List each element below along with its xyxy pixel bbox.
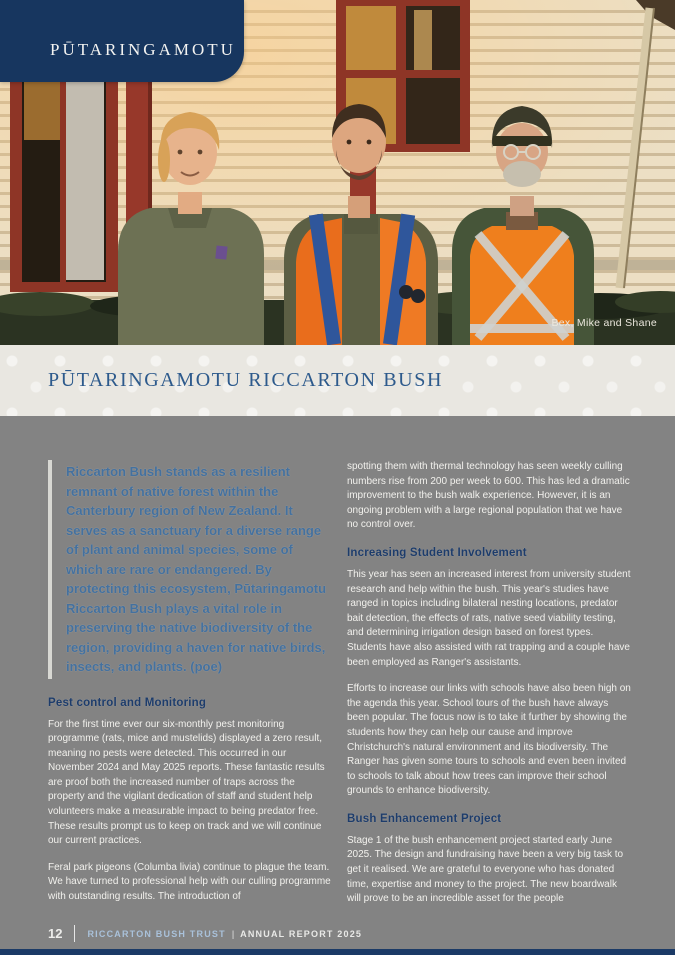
paragraph: Feral park pigeons (Columba livia) continue to plague the team. We have turned to professional help with our culling programme with outstanding results. The introduction of [48,861,331,903]
section-heading-student-involvement: Increasing Student Involvement [347,546,527,559]
footer-separator: | [231,928,235,939]
paragraph: Efforts to increase our links with schools have also been high on the agenda this year. School tours of the bush have always been popular. The focus now is to take it further by showing the students how they can help our cause and improve Christchurch's natural environment and its biodiversity. The Ranger has given some tours to schools and even been invited to schools to talk about how trees can improve their school grounds to enhance biodiversity. [347,683,631,797]
bottom-accent-bar [0,949,675,955]
paragraph: For the first time ever our six-monthly pest monitoring programme (rats, mice and mustelids) displayed a zero result, meaning no pests were detected. This occurred in our November 2024 and May 2025 reports. These fantastic results are proof both the increased number of traps across the property and the vigilant dedication of staff and student help volunteers make a measurable impact to being predator free. These results prompt us to keep on track and we will continue our current practices. [48,718,325,847]
page-number: 12 [48,926,63,941]
page-footer [48,925,362,942]
page-title: PŪTARINGAMOTU RICCARTON BUSH [48,369,443,391]
left-column [48,460,332,955]
banner-title: PŪTARINGAMOTU [50,40,236,59]
section-heading-bush-enhancement: Bush Enhancement Project [347,812,502,825]
header-banner [0,0,244,82]
right-column [347,460,631,955]
paragraph: spotting them with thermal technology has seen weekly culling numbers rise from 200 per week to 600. This has led a dramatic improvement to the bush walk experience. However, it is an ongoing problem with a large regional population that we have no control over. [347,461,630,531]
footer-divider [74,925,75,942]
hero-photo [0,0,675,345]
intro-quote: Riccarton Bush stands as a resilient remnant of native forest within the Canterbury region of New Zealand. It serves as a sanctuary for a diverse range of plant and animal species, some of which are rare or endangered. By protecting this ecosystem, Pūtaringamotu Riccarton Bush plays a vital role in preserving the native biodiversity of the region, providing a haven for native birds, insects, and plants. (poe) [48,460,332,679]
photo-caption: Bex, Mike and Shane [551,317,657,329]
footer-report-title: RICCARTON BUSH TRUST [87,928,226,939]
content-area [0,416,675,955]
title-band [0,345,675,416]
paragraph: This year has seen an increased interest from university student research and help within the bush. This year's studies have ranged in topics including bilateral nesting locations, predator bait detection, the effects of rats, native seed viability testing, and determining irrigation design based on forest types. Students have also assisted with rat trapping and a couple have been employed as Ranger's assistants. [347,568,631,668]
paragraph: Stage 1 of the bush enhancement project started early June 2025. The design and fundraising have been a very big task to get it realised. We are grateful to everyone who has donated time, expertise and money to the project. The new boardwalk will prove to be an incredible asset for the people [347,834,624,905]
footer-report-subtitle: ANNUAL REPORT 2025 [240,928,363,939]
section-heading-pest-control: Pest control and Monitoring [48,696,207,709]
